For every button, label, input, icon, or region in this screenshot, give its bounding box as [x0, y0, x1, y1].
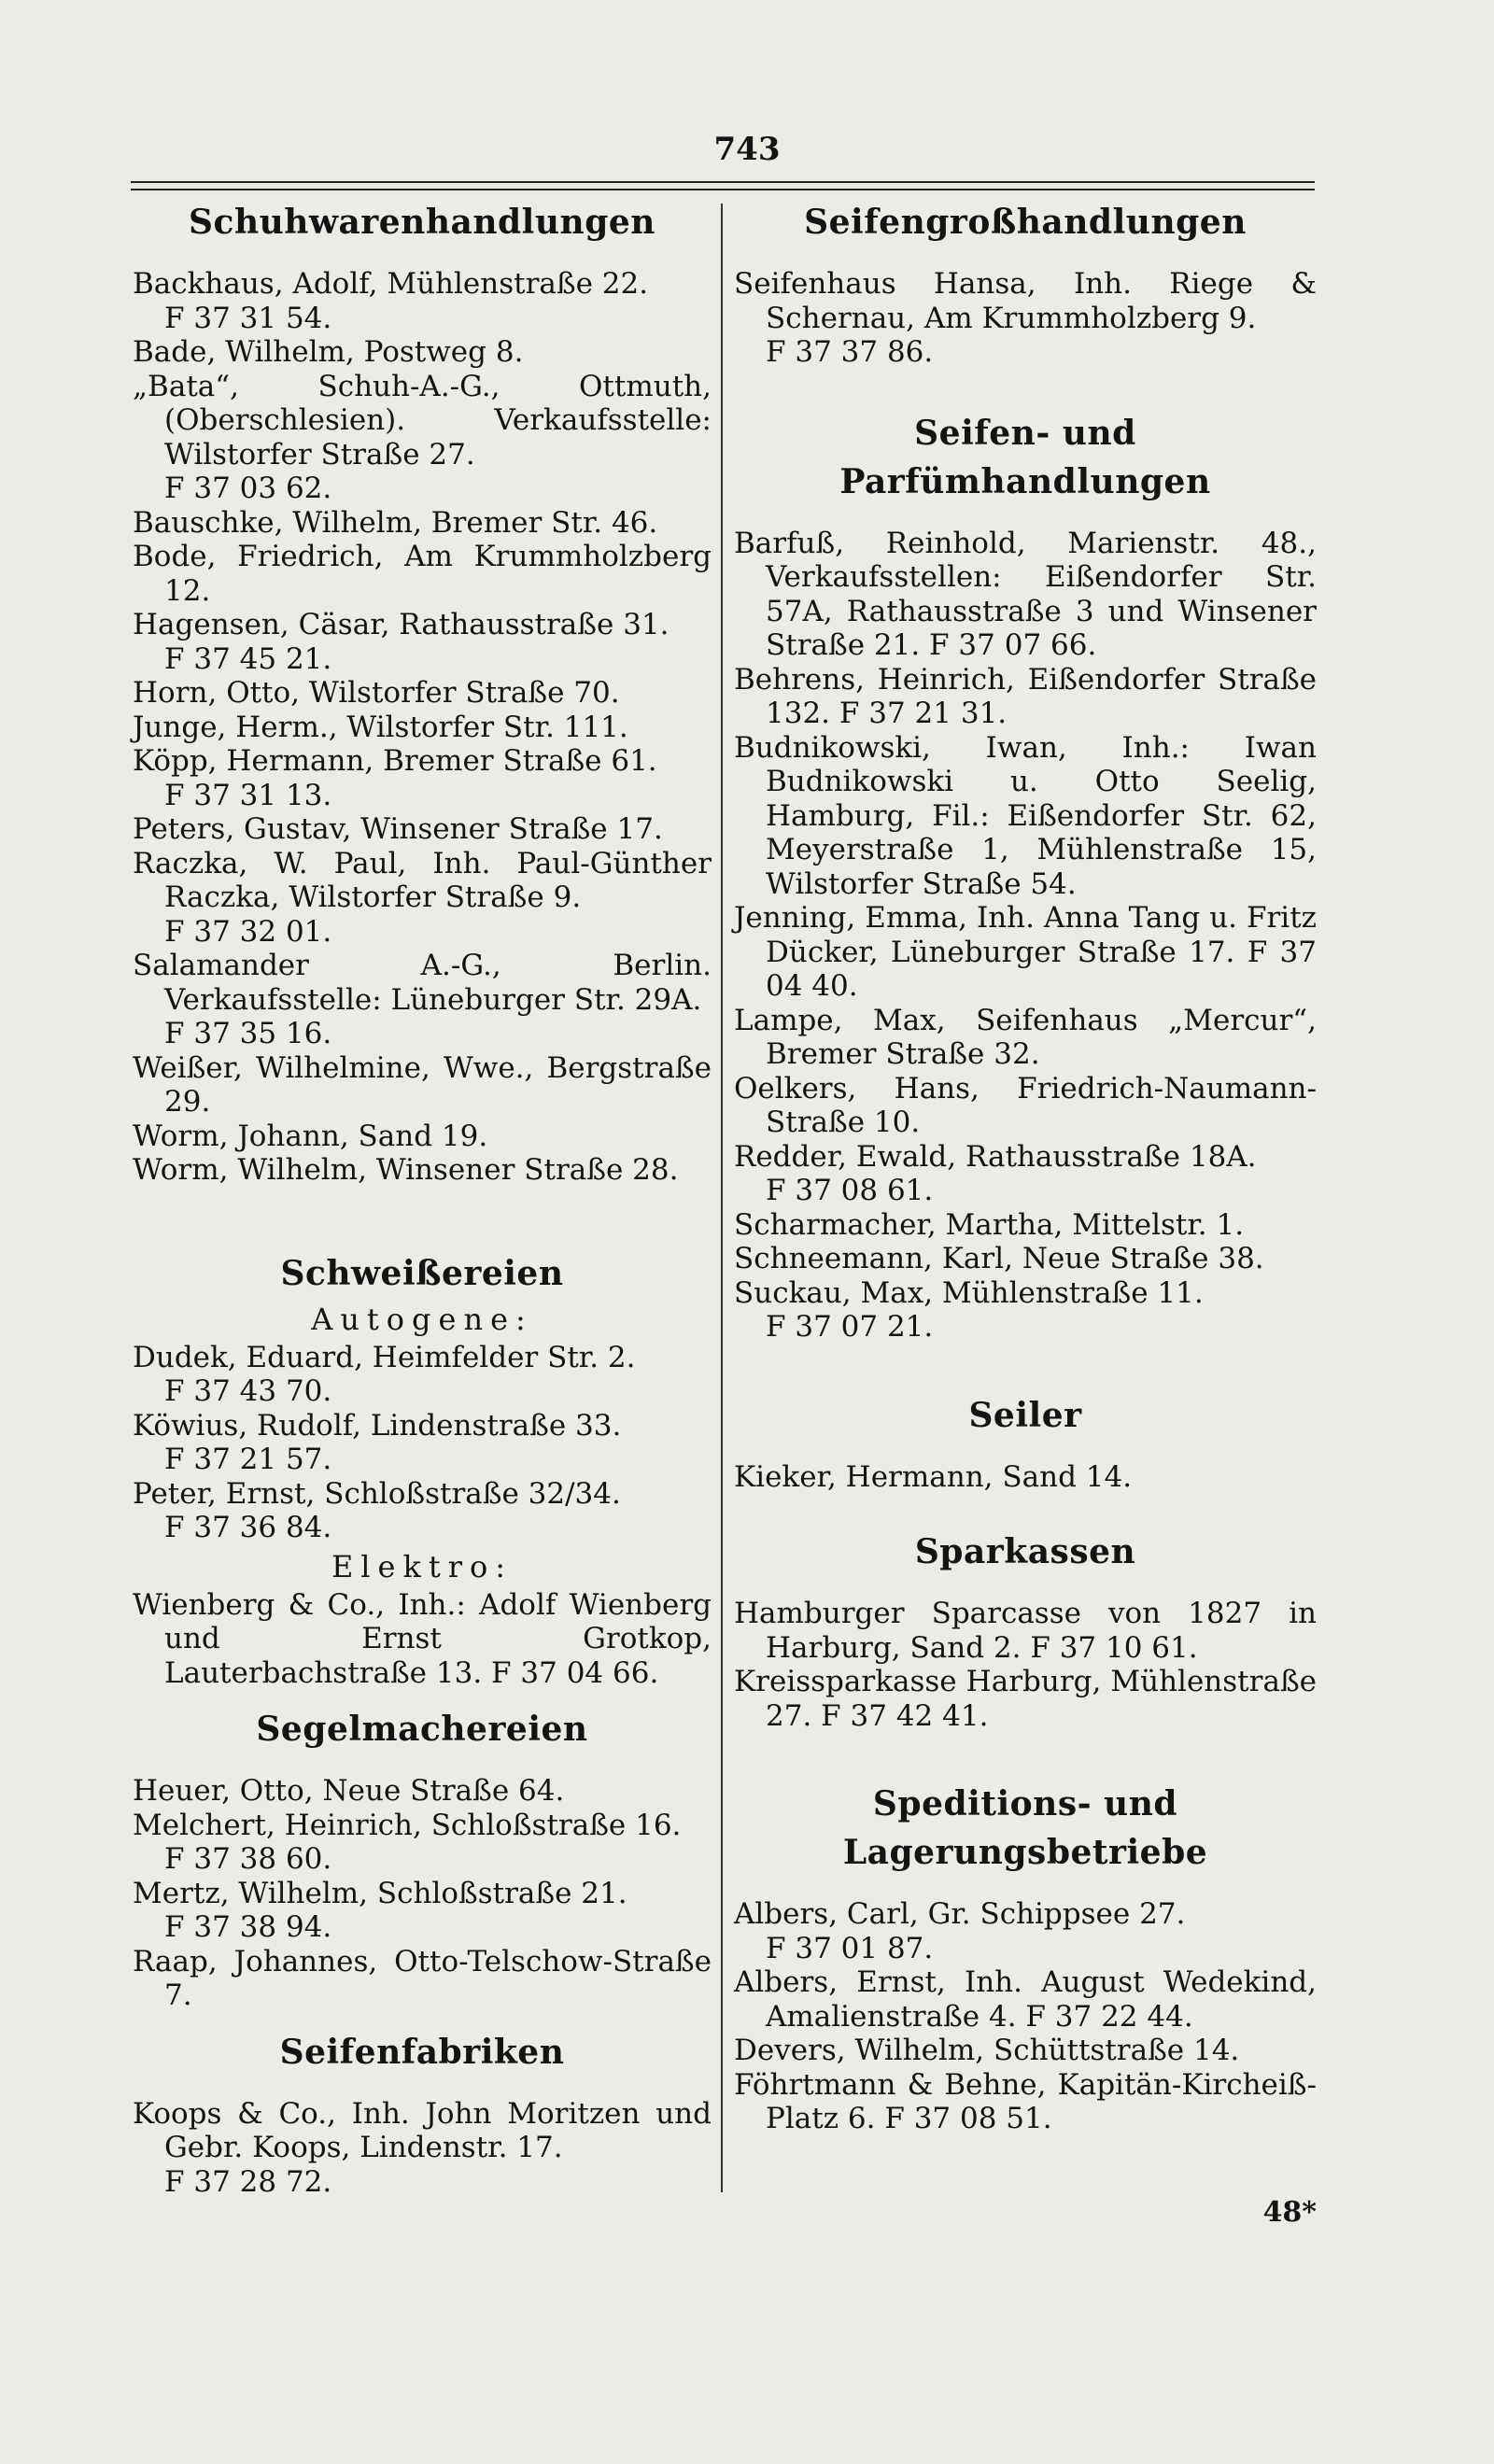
entry-list [734, 1460, 1317, 1495]
section-seiler [734, 1391, 1317, 1495]
entry-text: Backhaus, Adolf, Mühlenstraße 22. [133, 267, 649, 301]
entry-text: Peter, Ernst, Schloßstraße 32/34. [133, 1476, 621, 1511]
entry-text: Köpp, Hermann, Bremer Straße 61. [133, 744, 657, 778]
directory-entry [133, 1341, 712, 1409]
entry-text: Bauschke, Wilhelm, Bremer Str. 46. [133, 505, 658, 540]
directory-entry [734, 267, 1317, 370]
entry-text: Budnikowski, Iwan, Inh.: Iwan Budnikowski u. Otto Seelig, Hamburg, Fil.: Eißendorfer Str. 62, Meyerstraße 1, Mühlenstraße 15, Wilstorfer Straße 54. [734, 730, 1317, 901]
directory-entry [133, 1809, 712, 1877]
directory-entry [133, 506, 712, 541]
directory-entry [734, 1597, 1317, 1665]
directory-entry [133, 267, 712, 335]
section-title: Segelmachereien [256, 1710, 588, 1749]
entry-phone: F 37 35 16. [164, 1017, 332, 1050]
section-sparkassen [734, 1528, 1317, 1733]
entry-list [133, 1341, 712, 1545]
directory-entry [734, 1965, 1317, 2034]
entry-list [734, 527, 1317, 1345]
entry-phone: F 37 08 61. [766, 1174, 934, 1207]
section-schuhwaren [133, 198, 712, 1188]
entry-phone: F 37 32 01. [164, 914, 332, 949]
entry-phone: F 37 28 72. [164, 2164, 332, 2199]
entry-text: Lampe, Max, Seifenhaus „Mercur“, Bremer Straße 32. [734, 1003, 1317, 1071]
entry-list [133, 267, 712, 1188]
directory-entry [734, 1665, 1317, 1733]
directory-entry [734, 1072, 1317, 1140]
directory-entry [133, 335, 712, 370]
entry-text: Worm, Johann, Sand 19. [133, 1119, 488, 1153]
directory-entry [133, 1774, 712, 1809]
header-rule-top [131, 181, 1315, 183]
directory-entry [734, 2068, 1317, 2136]
entry-list [734, 267, 1317, 370]
directory-entry [734, 1208, 1317, 1243]
subsection-elektro: Elektro: [331, 1548, 514, 1584]
entry-phone: F 37 31 13. [164, 778, 332, 812]
entry-text: Mertz, Wilhelm, Schloßstraße 21. [133, 1876, 627, 1910]
left-column [133, 198, 712, 2199]
directory-entry [133, 847, 712, 950]
entry-text: Heuer, Otto, Neue Straße 64. [133, 1774, 565, 1808]
section-title: Schweißereien [280, 1253, 564, 1293]
entry-list [734, 1597, 1317, 1733]
directory-entry [133, 812, 712, 847]
entry-text: „Bata“, Schuh-A.-G., Ottmuth, (Oberschlesien). Verkaufsstelle: Wilstorfer Straße 27. [133, 369, 712, 472]
entry-text: Bade, Wilhelm, Postweg 8. [133, 335, 524, 369]
entry-text: Horn, Otto, Wilstorfer Straße 70. [133, 676, 620, 710]
directory-entry [133, 370, 712, 506]
entry-text: Jenning, Emma, Inh. Anna Tang u. Fritz Dücker, Lüneburger Straße 17. F 37 04 40. [734, 901, 1317, 1003]
directory-entry [133, 711, 712, 745]
directory-entry [133, 1051, 712, 1119]
entry-text: Wienberg & Co., Inh.: Adolf Wienberg und Ernst Grotkop, Lauterbachstraße 13. F 37 04 66. [133, 1587, 712, 1690]
entry-text: Föhrtmann & Behne, Kapitän-Kircheiß-Platz 6. F 37 08 51. [734, 2067, 1317, 2135]
entry-phone: F 37 31 54. [164, 301, 332, 335]
entry-phone: F 37 43 70. [164, 1374, 332, 1408]
entry-text: Oelkers, Hans, Friedrich-Naumann-Straße 10. [734, 1071, 1317, 1139]
section-seifengross [734, 198, 1317, 370]
directory-entry [734, 1897, 1317, 1965]
entry-phone: F 37 45 21. [164, 641, 332, 676]
entry-phone: F 37 38 60. [164, 1842, 332, 1876]
section-title: Seifengroßhandlungen [804, 203, 1247, 242]
entry-text: Scharmacher, Martha, Mittelstr. 1. [734, 1207, 1245, 1242]
entry-phone: F 37 36 84. [164, 1511, 332, 1544]
entry-list [133, 1588, 712, 1691]
directory-entry [734, 1276, 1317, 1345]
section-segelmacher [133, 1705, 712, 2013]
section-title: Seifen- und Parfümhandlungen [839, 413, 1211, 501]
entry-text: Kieker, Hermann, Sand 14. [734, 1459, 1133, 1494]
section-title: Seiler [968, 1395, 1082, 1435]
entry-list [133, 1774, 712, 2013]
section-title: Seifenfabriken [279, 2032, 565, 2072]
right-column [734, 198, 1317, 2136]
section-seifenfabriken [133, 2028, 712, 2200]
entry-text: Peters, Gustav, Winsener Straße 17. [133, 812, 663, 846]
entry-text: Melchert, Heinrich, Schloßstraße 16. [133, 1808, 682, 1842]
directory-entry [133, 949, 712, 1051]
entry-text: Redder, Ewald, Rathausstraße 18A. [734, 1139, 1257, 1174]
entry-text: Koops & Co., Inh. John Moritzen und Gebr. Koops, Lindenstr. 17. [133, 2096, 712, 2164]
directory-entry [133, 1877, 712, 1945]
directory-entry [133, 608, 712, 676]
directory-entry [133, 1477, 712, 1545]
entry-phone: F 37 07 21. [766, 1310, 934, 1344]
entry-phone: F 37 01 87. [766, 1931, 934, 1965]
entry-text: Seifenhaus Hansa, Inh. Riege & Schernau, Am Krummholzberg 9. [734, 267, 1317, 335]
directory-entry [133, 744, 712, 812]
entry-text: Schneemann, Karl, Neue Straße 38. [734, 1242, 1264, 1275]
directory-entry [133, 1409, 712, 1477]
entry-phone: F 37 38 94. [164, 1910, 332, 1944]
section-schweisserei [133, 1249, 712, 1691]
directory-entry [734, 1004, 1317, 1072]
entry-phone: F 37 37 86. [766, 335, 934, 369]
entry-text: Hagensen, Cäsar, Rathausstraße 31. [133, 608, 669, 641]
entry-list [133, 2097, 712, 2200]
entry-text: Suckau, Max, Mühlenstraße 11. [734, 1275, 1204, 1310]
section-seifen-parfuem [734, 409, 1317, 1345]
column-divider [721, 204, 723, 2192]
header-rule-bottom [131, 189, 1315, 190]
directory-entry [734, 2034, 1317, 2068]
entry-text: Albers, Ernst, Inh. August Wedekind, Amalienstraße 4. F 37 22 44. [734, 1965, 1317, 2034]
entry-text: Salamander A.-G., Berlin. Verkaufsstelle: Lüneburger Str. 29A. [133, 949, 712, 1017]
section-spedition [734, 1780, 1317, 2136]
entry-text: Raap, Johannes, Otto-Telschow-Straße 7. [133, 1944, 712, 2012]
entry-text: Köwius, Rudolf, Lindenstraße 33. [133, 1408, 622, 1443]
entry-text: Dudek, Eduard, Heimfelder Str. 2. [133, 1340, 636, 1374]
page-number: 743 [713, 131, 781, 168]
entry-text: Kreissparkasse Harburg, Mühlenstraße 27. F 37 42 41. [734, 1665, 1317, 1733]
entry-text: Hamburger Sparcasse von 1827 in Harburg, Sand 2. F 37 10 61. [734, 1597, 1317, 1665]
entry-phone: F 37 21 57. [164, 1443, 332, 1476]
directory-entry [133, 1588, 712, 1691]
directory-entry [734, 731, 1317, 902]
section-title: Speditions- und Lagerungsbetriebe [842, 1784, 1208, 1872]
entry-list [734, 1897, 1317, 2136]
entry-phone: F 37 03 62. [164, 472, 332, 505]
entry-text: Raczka, W. Paul, Inh. Paul-Günther Raczka, Wilstorfer Straße 9. [133, 846, 712, 914]
directory-entry [734, 1460, 1317, 1495]
directory-entry [133, 1119, 712, 1154]
directory-entry [133, 1945, 712, 2013]
sheet-signature: 48* [1262, 2196, 1317, 2229]
directory-entry [734, 1140, 1317, 1208]
entry-text: Junge, Herm., Wilstorfer Str. 111. [133, 710, 628, 744]
directory-entry [133, 1153, 712, 1188]
entry-text: Worm, Wilhelm, Winsener Straße 28. [133, 1153, 679, 1187]
directory-entry [734, 1242, 1317, 1276]
section-title: Sparkassen [914, 1532, 1136, 1571]
directory-entry [734, 663, 1317, 731]
entry-text: Devers, Wilhelm, Schüttstraße 14. [734, 2034, 1240, 2067]
section-title: Schuhwarenhandlungen [189, 203, 655, 242]
entry-text: Behrens, Heinrich, Eißendorfer Straße 132. F 37 21 31. [734, 662, 1317, 730]
entry-text: Albers, Carl, Gr. Schippsee 27. [734, 1897, 1186, 1931]
entry-text: Bode, Friedrich, Am Krummholzberg 12. [133, 540, 712, 608]
directory-entry [133, 540, 712, 608]
directory-entry [133, 676, 712, 711]
directory-entry [734, 527, 1317, 663]
directory-entry [734, 901, 1317, 1004]
directory-entry [133, 2097, 712, 2200]
entry-text: Barfuß, Reinhold, Marienstr. 48., Verkaufsstellen: Eißendorfer Str. 57A, Rathausstraße 3 und Winsener Straße 21. F 37 07 66. [734, 526, 1317, 662]
entry-text: Weißer, Wilhelmine, Wwe., Bergstraße 29. [133, 1050, 712, 1119]
subsection-autogene: Autogene: [311, 1301, 533, 1337]
